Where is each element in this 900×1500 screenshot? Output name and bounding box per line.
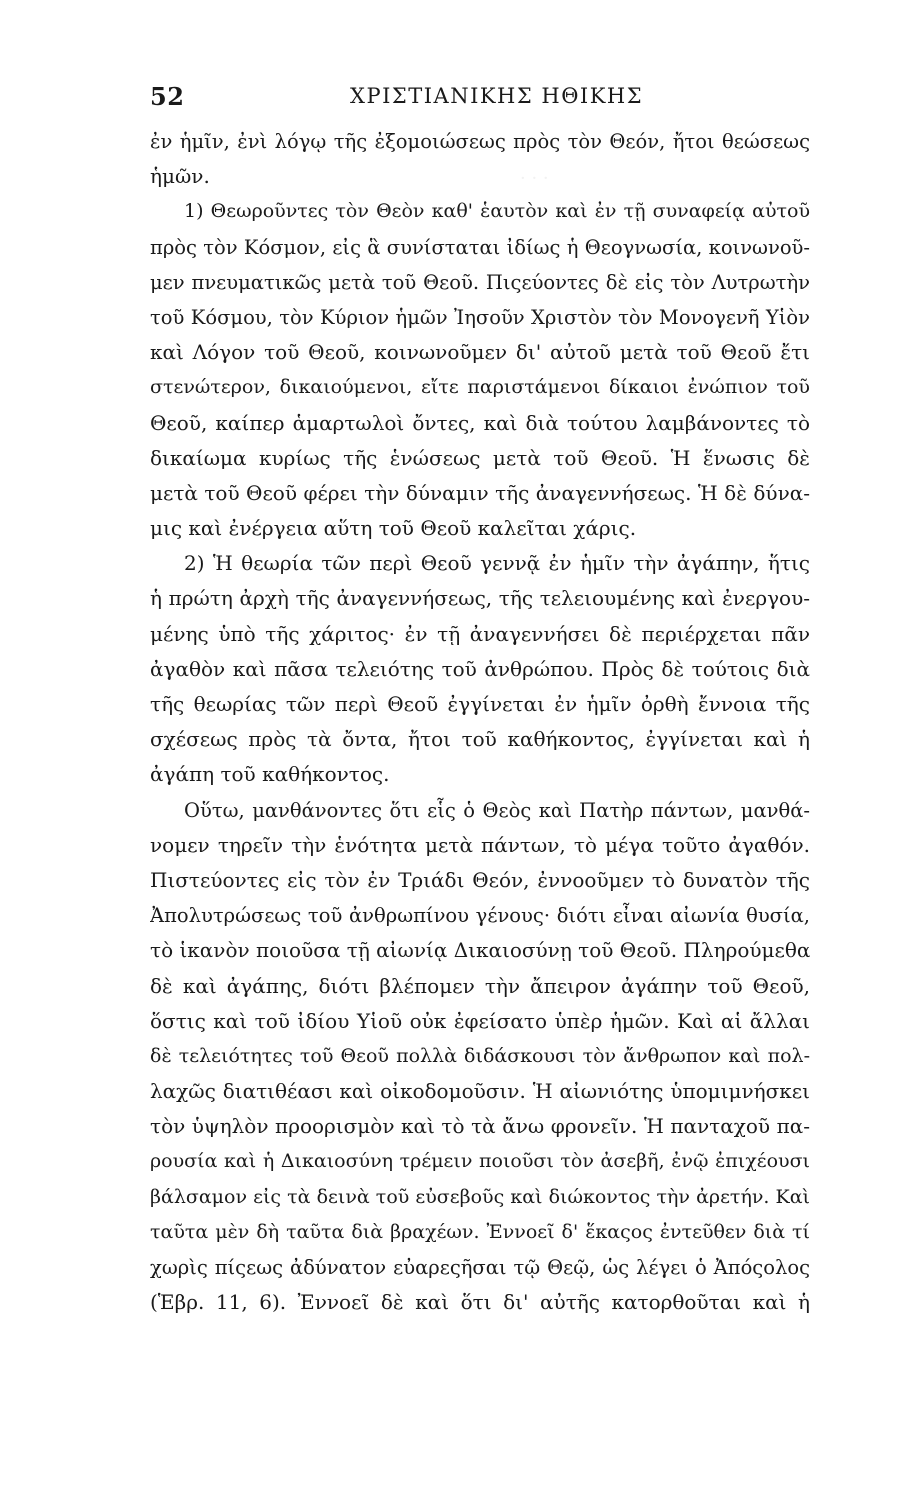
text-line: μεν πνευματικῶς μετὰ τοῦ Θεοῦ. Πιςεύοντες δὲ εἰς τὸν Λυτρωτὴν [150,270,810,294]
text-line: στενώτερον, δικαιούμενοι, εἴτε παριστάμενοι δίκαιοι ἐνώπιον τοῦ [150,376,810,399]
text-line: δὲ καὶ ἀγάπης, διότι βλέπομεν τὴν ἄπειρον ἀγάπην τοῦ Θεοῦ, [150,973,810,998]
text-line: ρουσία καὶ ἡ Δικαιοσύνη τρέμειν ποιοῦσι τὸν ἀσεβῆ, ἐνῷ ἐπιχέουσι [150,1150,810,1173]
text-line: νομεν τηρεῖν τὴν ἑνότητα μετὰ πάντων, τὸ μέγα τοῦτο ἀγαθόν. [150,832,810,857]
text-line: βάλσαμον εἰς τὰ δεινὰ τοῦ εὐσεβοῦς καὶ διώκοντος τὴν ἀρετήν. Καὶ [150,1185,810,1208]
text-line: τὸ ἱκανὸν ποιοῦσα τῇ αἰωνίᾳ Δικαιοσύνῃ τοῦ Θεοῦ. Πληρούμεθα [150,938,810,963]
text-line: ἀγάπη τοῦ καθήκοντος. [150,762,390,787]
text-line: πρὸς τὸν Κόσμον, εἰς ἃ συνίσταται ἰδίως ἡ Θεογνωσία, κοινωνοῦ- [150,235,810,259]
running-head [150,82,810,118]
text-line: δικαίωμα κυρίως τῆς ἑνώσεως μετὰ τοῦ Θεοῦ. Ἡ ἕνωσις δὲ [150,445,810,470]
text-line: μετὰ τοῦ Θεοῦ φέρει τὴν δύναμιν τῆς ἀναγεννήσεως. Ἡ δὲ δύνα- [150,480,810,505]
text-line: Οὕτω, μανθάνοντες ὅτι εἷς ὁ Θεὸς καὶ Πατὴρ πάντων, μανθά- [184,798,810,822]
text-line: χωρὶς πίςεως ἀδύνατον εὐαρεςῆσαι τῷ Θεῷ, ὡς λέγει ὁ Ἀπόςολος [150,1256,810,1279]
text-line: τῆς θεωρίας τῶν περὶ Θεοῦ ἐγγίνεται ἐν ἡμῖν ὀρθὴ ἔννοια τῆς [150,692,810,716]
text-line: λαχῶς διατιθέασι καὶ οἰκοδομοῦσιν. Ἡ αἰωνιότης ὑπομιμνήσκει [150,1079,810,1104]
text-line: δὲ τελειότητες τοῦ Θεοῦ πολλὰ διδάσκουσι τὸν ἄνθρωπον καὶ πολ- [150,1044,810,1067]
text-line: ὅστις καὶ τοῦ ἰδίου Υἱοῦ οὐκ ἐφείσατο ὑπὲρ ἡμῶν. Καὶ αἱ ἄλλαι [150,1008,810,1033]
text-line: 2) Ἡ θεωρία τῶν περὶ Θεοῦ γεννᾷ ἐν ἡμῖν τὴν ἀγάπην, ἥτις [184,551,810,576]
text-line: Ἀπολυτρώσεως τοῦ ἀνθρωπίνου γένους· διότι εἶναι αἰωνία θυσία, [150,904,810,928]
text-line: καὶ Λόγον τοῦ Θεοῦ, κοινωνοῦμεν δι' αὐτοῦ μετὰ τοῦ Θεοῦ ἔτι [150,340,810,365]
body-text [150,124,810,1320]
text-line: μένης ὑπὸ τῆς χάριτος· ἐν τῇ ἀναγεννήσει δὲ περιέρχεται πᾶν [150,621,810,646]
text-line: τὸν ὑψηλὸν προορισμὸν καὶ τὸ τὰ ἄνω φρονεῖν. Ἡ πανταχοῦ πα- [150,1114,810,1139]
text-line: Θεοῦ, καίπερ ἁμαρτωλοὶ ὄντες, καὶ διὰ τούτου λαμβάνοντες τὸ [150,410,810,435]
text-line: τοῦ Κόσμου, τὸν Κύριον ἡμῶν Ἰησοῦν Χριστὸν τὸν Μονογενῆ Υἱὸν [150,305,810,329]
text-line: σχέσεως πρὸς τὰ ὄντα, ἤτοι τοῦ καθήκοντος, ἐγγίνεται καὶ ἡ [150,727,810,752]
text-line: ἡμῶν. [150,164,210,189]
text-line: ταῦτα μὲν δὴ ταῦτα διὰ βραχέων. Ἐννοεῖ δ' ἕκαςος ἐντεῦθεν διὰ τί [150,1220,810,1243]
text-line: ἐν ἡμῖν, ἐνὶ λόγῳ τῆς ἐξομοιώσεως πρὸς τὸν Θεόν, ἤτοι θεώσεως [150,130,810,153]
text-line: μις καὶ ἐνέργεια αὕτη τοῦ Θεοῦ καλεῖται χάρις. [150,516,637,541]
text-line: (Ἑβρ. 11, 6). Ἐννοεῖ δὲ καὶ ὅτι δι' αὐτῆς κατορθοῦται καὶ ἡ [150,1290,810,1315]
show-through-text: · · · [520,168,549,189]
running-title: ΧΡΙΣΤΙΑΝΙΚΗΣ ΗΘΙΚΗΣ [350,84,644,108]
text-line: 1) Θεωροῦντες τὸν Θεὸν καθ' ἑαυτὸν καὶ ἐν τῇ συναφείᾳ αὐτοῦ [184,200,810,223]
page-number: 52 [150,82,185,111]
text-line: ἡ πρώτη ἀρχὴ τῆς ἀναγεννήσεως, τῆς τελειουμένης καὶ ἐνεργου- [150,586,810,611]
text-line: ἀγαθὸν καὶ πᾶσα τελειότης τοῦ ἀνθρώπου. Πρὸς δὲ τούτοις διὰ [150,656,810,681]
text-line: Πιστεύοντες εἰς τὸν ἐν Τριάδι Θεόν, ἐννοοῦμεν τὸ δυνατὸν τῆς [150,867,810,892]
